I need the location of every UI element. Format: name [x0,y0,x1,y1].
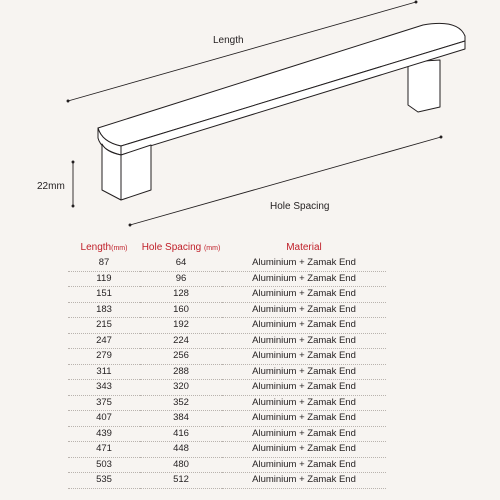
hole-spacing-cell: 416 [140,426,222,442]
table-row [68,473,386,489]
hole-spacing-cell: 352 [140,395,222,411]
table-row [68,426,386,442]
hole-spacing-label: Hole Spacing [270,201,330,212]
material-cell: Aluminium + Zamak End [222,473,386,489]
table-row [68,333,386,349]
material-cell: Aluminium + Zamak End [222,349,386,365]
table-row [68,395,386,411]
table-row [68,457,386,473]
material-cell: Aluminium + Zamak End [222,457,386,473]
handle-drawing [98,23,465,200]
spec-table [68,238,386,489]
table-row [68,318,386,334]
hole-spacing-cell: 128 [140,287,222,303]
table-row [68,380,386,396]
length-cell: 247 [68,333,140,349]
material-cell: Aluminium + Zamak End [222,302,386,318]
length-cell: 503 [68,457,140,473]
handle-diagram [0,0,500,240]
length-cell: 311 [68,364,140,380]
height-label: 22mm [37,181,65,192]
length-cell: 439 [68,426,140,442]
table-header-row [68,238,386,256]
hole-spacing-cell: 480 [140,457,222,473]
material-cell: Aluminium + Zamak End [222,287,386,303]
length-label: Length [213,35,244,46]
handle-far-leg [408,60,440,112]
hole-spacing-cell: 96 [140,271,222,287]
table-row [68,287,386,303]
material-cell: Aluminium + Zamak End [222,364,386,380]
header-hole-spacing-unit: (mm) [203,244,221,252]
length-cell: 407 [68,411,140,427]
material-cell: Aluminium + Zamak End [222,426,386,442]
length-cell: 471 [68,442,140,458]
length-cell: 119 [68,271,140,287]
material-cell: Aluminium + Zamak End [222,333,386,349]
material-cell: Aluminium + Zamak End [222,442,386,458]
material-cell: Aluminium + Zamak End [222,395,386,411]
hole-spacing-cell: 160 [140,302,222,318]
table-row [68,302,386,318]
length-cell: 87 [68,256,140,271]
hole-spacing-cell: 192 [140,318,222,334]
length-cell: 375 [68,395,140,411]
material-cell: Aluminium + Zamak End [222,411,386,427]
table-row [68,271,386,287]
material-cell: Aluminium + Zamak End [222,318,386,334]
hole-spacing-cell: 448 [140,442,222,458]
length-cell: 183 [68,302,140,318]
hole-spacing-cell: 288 [140,364,222,380]
table-row [68,442,386,458]
hole-spacing-cell: 256 [140,349,222,365]
table-row [68,411,386,427]
hole-spacing-cell: 224 [140,333,222,349]
table-row [68,256,386,271]
header-length: Length(mm) [80,241,128,253]
material-cell: Aluminium + Zamak End [222,271,386,287]
hole-spacing-cell: 512 [140,473,222,489]
material-cell: Aluminium + Zamak End [222,256,386,271]
hole-spacing-cell: 320 [140,380,222,396]
length-cell: 215 [68,318,140,334]
table-row [68,349,386,365]
table-row [68,364,386,380]
hole-spacing-cell: 64 [140,256,222,271]
hole-spacing-cell: 384 [140,411,222,427]
spec-table-body [68,256,386,488]
length-cell: 279 [68,349,140,365]
header-hole-spacing: Hole Spacing (mm) [141,241,221,253]
material-cell: Aluminium + Zamak End [222,380,386,396]
header-length-unit: (mm) [111,244,128,252]
header-material: Material [286,241,322,253]
length-cell: 343 [68,380,140,396]
length-cell: 535 [68,473,140,489]
length-cell: 151 [68,287,140,303]
